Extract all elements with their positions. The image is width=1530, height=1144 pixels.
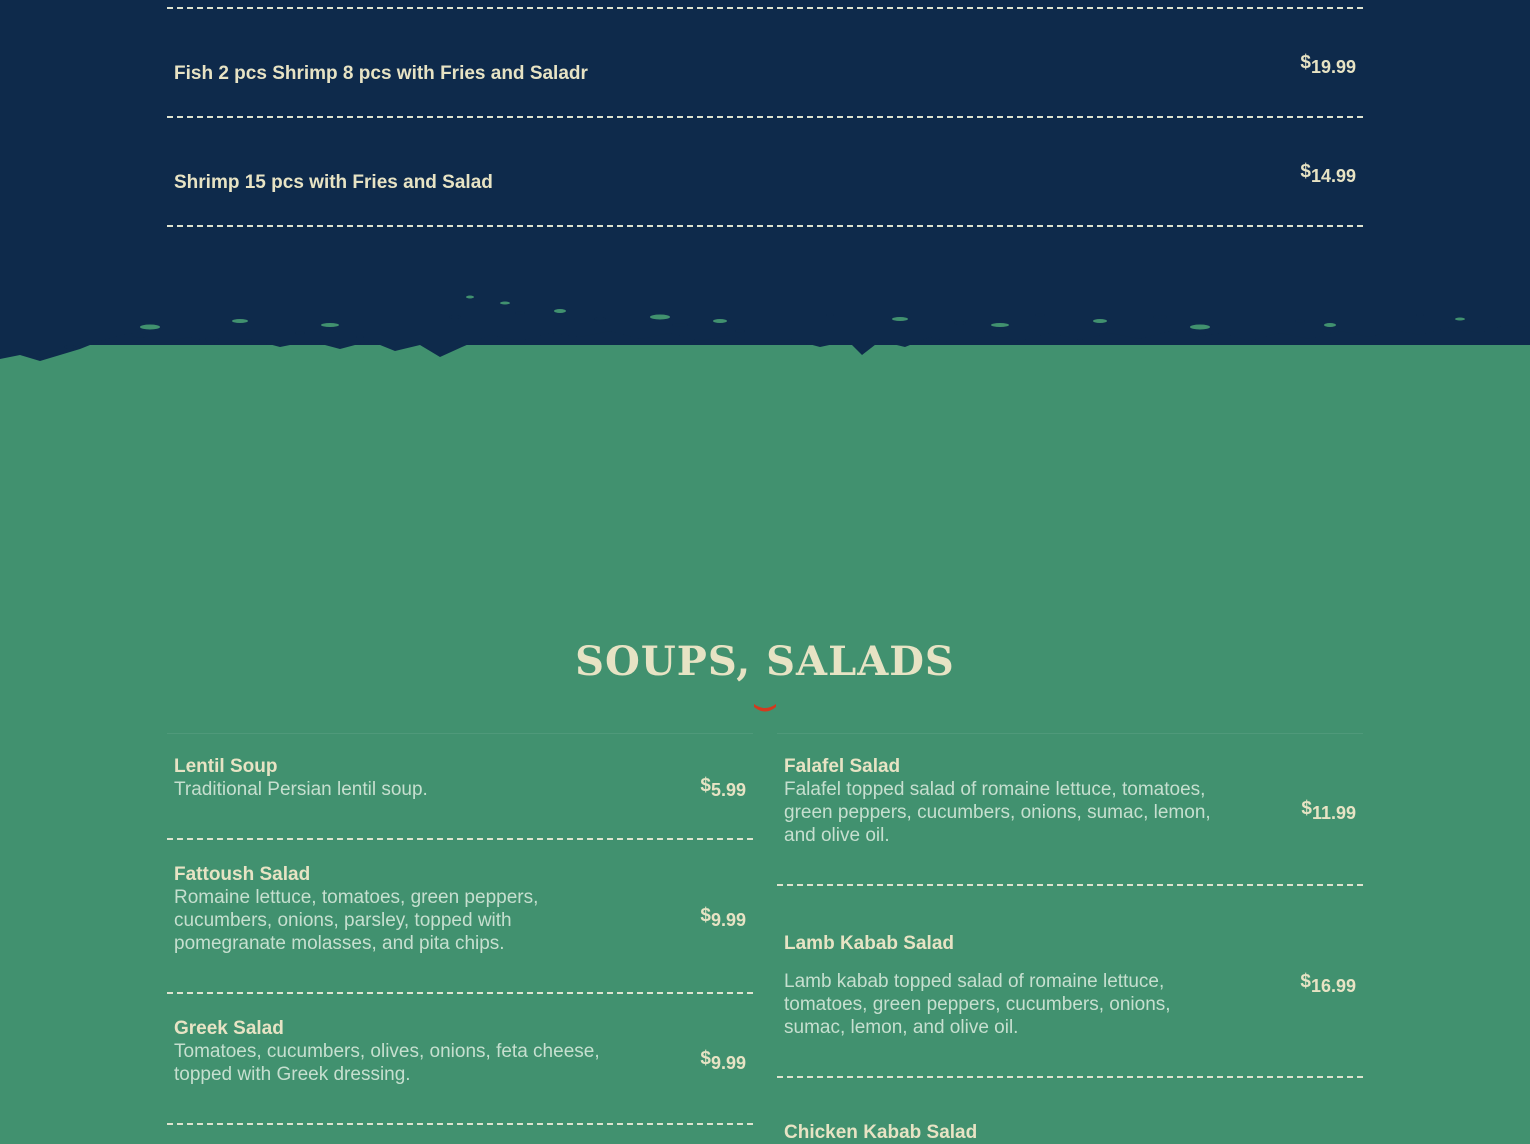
menu-item-name: Chicken Kabab Salad bbox=[784, 1122, 978, 1143]
currency-symbol: $ bbox=[1300, 52, 1311, 73]
divider-line bbox=[777, 1076, 1363, 1078]
price-value: 9.99 bbox=[710, 1053, 746, 1073]
menu-item-description: Lamb kabab topped salad of romaine lettuce, tomatoes, green peppers, cucumbers, onions, sumac, lemon, and olive oil. bbox=[784, 971, 1171, 1038]
menu-item-description: Traditional Persian lentil soup. bbox=[174, 779, 428, 800]
menu-item-name: Lamb Kabab Salad bbox=[784, 933, 954, 954]
price-value: 16.99 bbox=[1310, 976, 1356, 996]
menu-item-name: Falafel Salad bbox=[784, 756, 901, 777]
price-value: 5.99 bbox=[710, 780, 746, 800]
currency-symbol: $ bbox=[700, 905, 711, 926]
price-value: 14.99 bbox=[1310, 166, 1356, 186]
menu-item-description: Tomatoes, cucumbers, olives, onions, feta cheese, topped with Greek dressing. bbox=[174, 1041, 600, 1085]
section-title: SOUPS, SALADS bbox=[575, 638, 955, 685]
price-value: 11.99 bbox=[1311, 803, 1356, 823]
price-value: 19.99 bbox=[1310, 57, 1356, 77]
menu-item-price bbox=[1300, 52, 1356, 78]
divider-line bbox=[777, 884, 1363, 886]
menu-item-price bbox=[700, 775, 746, 801]
divider-line bbox=[167, 733, 753, 734]
menu-item-price bbox=[1301, 798, 1356, 824]
divider-line bbox=[167, 7, 1363, 9]
menu-item-name: Fish 2 pcs Shrimp 8 pcs with Fries and Saladr bbox=[174, 63, 588, 84]
menu-item-price bbox=[700, 1048, 746, 1074]
divider-line bbox=[167, 116, 1363, 118]
currency-symbol: $ bbox=[1300, 161, 1311, 182]
menu-item-price bbox=[700, 905, 746, 931]
menu-item-name: Shrimp 15 pcs with Fries and Salad bbox=[174, 172, 493, 193]
divider-line bbox=[777, 733, 1363, 734]
currency-symbol: $ bbox=[700, 775, 711, 796]
currency-symbol: $ bbox=[700, 1048, 711, 1069]
divider-line bbox=[167, 838, 753, 840]
brush-edge-decoration bbox=[0, 275, 1530, 375]
chevron-down-icon bbox=[753, 702, 777, 716]
menu-item-name: Greek Salad bbox=[174, 1018, 284, 1039]
menu-item-name: Fattoush Salad bbox=[174, 864, 311, 885]
currency-symbol: $ bbox=[1300, 971, 1311, 992]
menu-item-description: Falafel topped salad of romaine lettuce, tomatoes, green peppers, cucumbers, onions, sumac, lemon, and olive oil. bbox=[784, 779, 1211, 846]
menu-item-price bbox=[1300, 971, 1356, 997]
menu-item-name: Lentil Soup bbox=[174, 756, 278, 777]
divider-line bbox=[167, 225, 1363, 227]
divider-line bbox=[167, 992, 753, 994]
divider-line bbox=[167, 1123, 753, 1125]
menu-item-price bbox=[1300, 161, 1356, 187]
currency-symbol: $ bbox=[1301, 798, 1312, 819]
menu-item-description: Romaine lettuce, tomatoes, green peppers, cucumbers, onions, parsley, topped with pomegranate molasses, and pita chips. bbox=[174, 887, 539, 954]
price-value: 9.99 bbox=[710, 910, 746, 930]
